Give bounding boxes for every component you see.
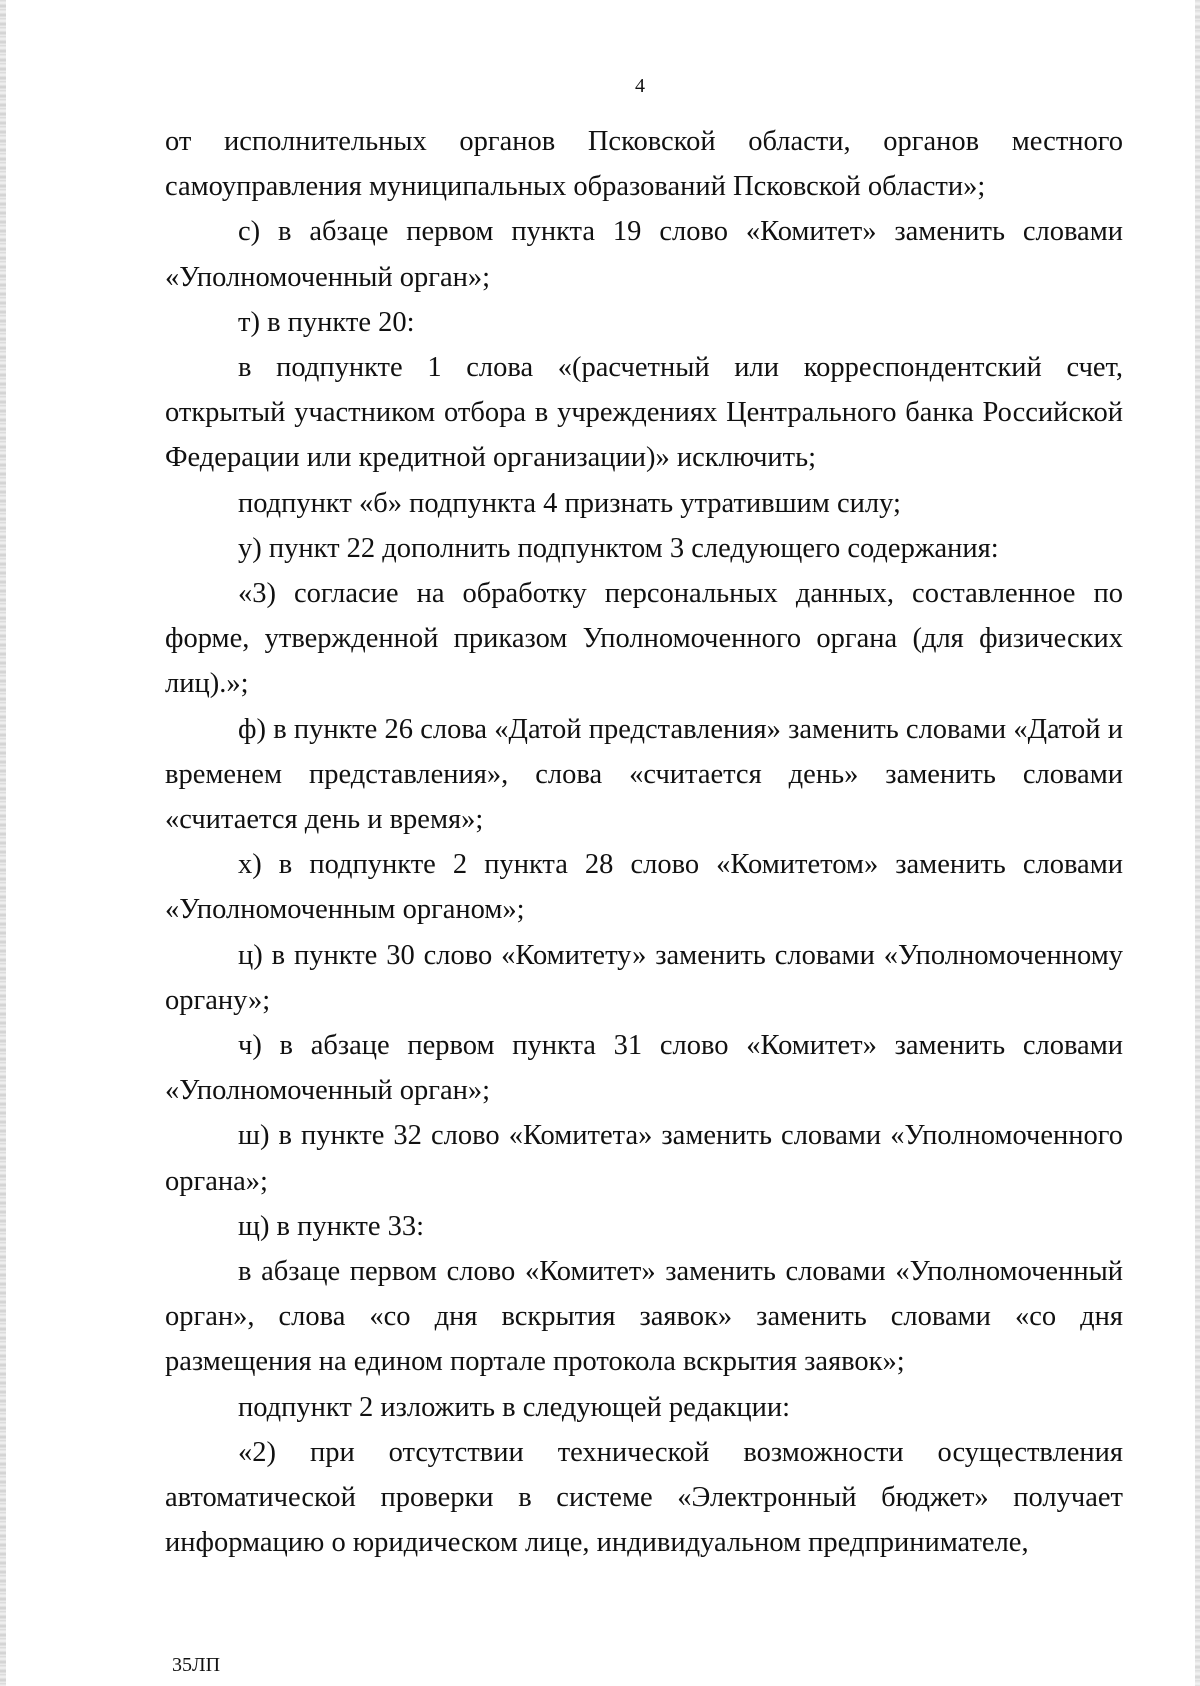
paragraph-ch: ч) в абзаце первом пункта 31 слово «Комитет» заменить словами «Уполномоченный орган»; [165, 1030, 1123, 1107]
scan-left-edge [0, 0, 6, 1686]
paragraph-shch-first-abzats: в абзаце первом слово «Комитет» заменить словами «Уполномоченный орган», слова «со дня вскрытия заявок» заменить словами «со дня размещения на едином портале протокола вскрытия заявок»; [165, 1256, 1123, 1378]
paragraph-shch: щ) в пункте 33: [238, 1210, 425, 1242]
paragraph-kh: х) в подпункте 2 пункта 28 слово «Комитетом» заменить словами «Уполномоченным органом»; [165, 849, 1123, 926]
paragraph-t-subpoint-1: в подпункте 1 слова «(расчетный или корреспондентский счет, открытый участником отбора в учреждениях Центрального банка Российской Федерации или кредитной организации)» исключить; [165, 352, 1123, 474]
paragraph-s: с) в абзаце первом пункта 19 слово «Комитет» заменить словами «Уполномоченный орган»; [165, 216, 1123, 293]
paragraph-continuation: от исполнительных органов Псковской области, органов местного самоуправления муниципальных образований Псковской области»; [165, 126, 1123, 203]
paragraph-f: ф) в пункте 26 слова «Датой представления» заменить словами «Датой и временем представления», слова «считается день» заменить словами «считается день и время»; [165, 713, 1123, 836]
page-number: 4 [635, 75, 645, 97]
paragraph-t-subpoint-4: подпункт «б» подпункта 4 признать утратившим силу; [238, 487, 901, 519]
footer-code: 35ЛП [172, 1654, 221, 1676]
paragraph-shch-subpoint-2: подпункт 2 изложить в следующей редакции: [238, 1391, 791, 1423]
paragraph-sh: ш) в пункте 32 слово «Комитета» заменить словами «Уполномоченного органа»; [165, 1120, 1123, 1197]
paragraph-u: у) пункт 22 дополнить подпунктом 3 следующего содержания: [238, 532, 999, 564]
paragraph-u-quote: «3) согласие на обработку персональных данных, составленное по форме, утвержденной приказом Уполномоченного органа (для физических лиц).»; [165, 578, 1123, 700]
document-body [165, 119, 1123, 1566]
paragraph-shch-quote: «2) при отсутствии технической возможности осуществления автоматической проверки в системе «Электронный бюджет» получает информацию о юридическом лице, индивидуальном предпринимателе, [165, 1436, 1123, 1559]
paragraph-t: т) в пункте 20: [238, 306, 415, 338]
paragraph-ts: ц) в пункте 30 слово «Комитету» заменить словами «Уполномоченному органу»; [165, 939, 1123, 1016]
scan-right-edge [1195, 0, 1200, 1686]
